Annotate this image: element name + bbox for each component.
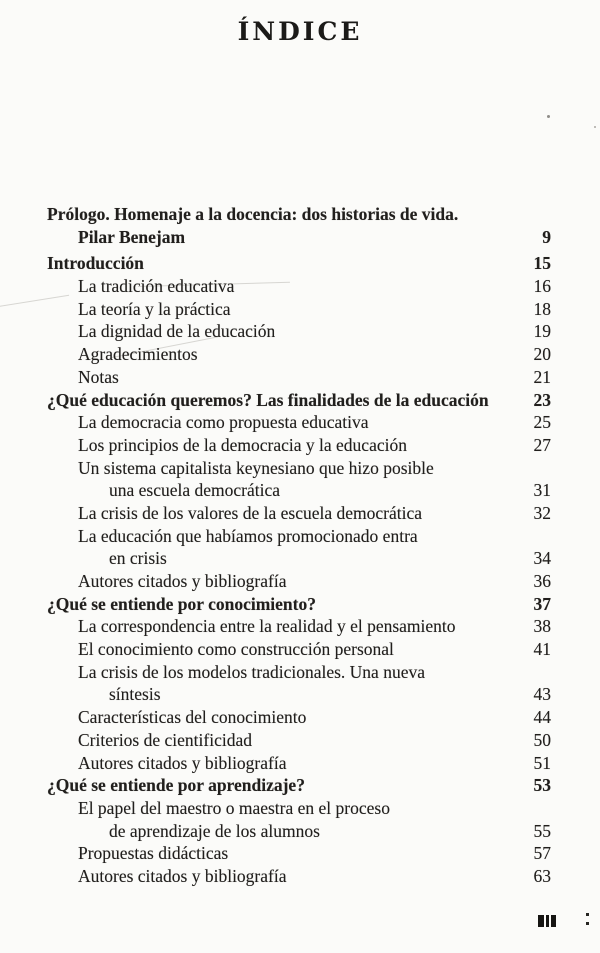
toc-entry — [47, 203, 551, 226]
toc-entry — [47, 752, 551, 775]
toc-entry-title: La dignidad de la educación — [78, 321, 276, 342]
toc-entry-title: de aprendizaje de los alumnos — [109, 820, 320, 841]
toc-entry — [47, 661, 551, 684]
toc-list — [47, 203, 551, 888]
toc-entry — [47, 570, 551, 593]
toc-entry-title: El conocimiento como construcción personal — [78, 639, 394, 660]
scan-speck — [594, 126, 596, 128]
toc-entry-page-number: 34 — [533, 548, 551, 569]
toc-entry-title: Prólogo. Homenaje a la docencia: dos historias de vida. — [47, 204, 459, 224]
toc-entry-page-number: 41 — [533, 639, 551, 660]
toc-entry-page-number: 57 — [533, 843, 551, 864]
toc-entry-page-number: 53 — [533, 775, 551, 796]
toc-entry-page-number: 63 — [533, 865, 551, 886]
toc-entry — [47, 457, 551, 480]
toc-entry — [47, 320, 551, 343]
toc-entry-page-number: 37 — [533, 593, 551, 614]
print-mark-bars-icon — [538, 915, 558, 927]
toc-entry-page-number: 23 — [533, 389, 551, 410]
toc-entry — [47, 389, 551, 412]
toc-entry-title: ¿Qué se entiende por conocimiento? — [47, 593, 316, 614]
toc-entry-page-number: 36 — [533, 571, 551, 591]
toc-entry-page-number: 21 — [533, 366, 551, 387]
toc-entry-title: La tradición educativa — [78, 276, 235, 297]
toc-entry-title: Criterios de cientificidad — [78, 729, 252, 750]
scan-speck — [547, 115, 550, 118]
toc-entry-page-number: 55 — [533, 820, 551, 841]
toc-entry — [47, 502, 551, 525]
toc-entry — [47, 729, 551, 752]
toc-entry — [47, 226, 551, 249]
toc-entry-title: Autores citados y bibliografía — [78, 752, 287, 773]
toc-entry — [47, 593, 551, 616]
toc-entry-page-number: 43 — [533, 684, 551, 705]
toc-entry-title: Los principios de la democracia y la educación — [78, 434, 407, 455]
toc-entry — [47, 298, 551, 321]
toc-entry-title: ¿Qué educación queremos? Las finalidades de la educación — [47, 389, 489, 410]
toc-entry-page-number: 51 — [533, 752, 551, 773]
toc-entry-title: síntesis — [109, 684, 161, 705]
toc-entry-page-number: 31 — [533, 480, 551, 501]
toc-entry-title: Agradecimientos — [78, 344, 198, 365]
toc-entry — [47, 820, 551, 843]
toc-entry — [47, 434, 551, 457]
toc-entry-title: Autores citados y bibliografía — [78, 865, 287, 886]
toc-entry-page-number: 25 — [533, 412, 551, 433]
toc-entry-page-number: 50 — [533, 729, 551, 750]
toc-entry — [47, 479, 551, 502]
toc-entry — [47, 865, 551, 888]
toc-entry-page-number: 15 — [533, 253, 551, 274]
toc-entry-title: El papel del maestro o maestra en el proceso — [78, 797, 390, 818]
toc-entry-page-number: 9 — [542, 226, 551, 247]
toc-entry — [47, 683, 551, 706]
toc-entry-page-number: 32 — [533, 502, 551, 523]
toc-entry — [47, 547, 551, 570]
toc-entry-title: La correspondencia entre la realidad y el pensamiento — [78, 616, 456, 637]
toc-entry-title: La crisis de los valores de la escuela democrática — [78, 502, 423, 523]
toc-entry-page-number: 19 — [533, 321, 551, 342]
toc-entry-page-number: 18 — [533, 298, 551, 319]
toc-entry-title: Notas — [78, 366, 119, 387]
toc-entry-page-number: 16 — [533, 276, 551, 297]
toc-entry-title: Pilar Benejam — [78, 226, 186, 247]
toc-entry-page-number: 44 — [533, 707, 551, 728]
toc-entry-title: Introducción — [47, 253, 144, 274]
toc-entry-page-number: 27 — [533, 434, 551, 455]
print-mark-colon-icon — [586, 913, 589, 931]
toc-entry-title: Características del conocimiento — [78, 707, 307, 728]
toc-entry-title: una escuela democrática — [109, 480, 281, 501]
toc-entry-title: La educación que habíamos promocionado entra — [78, 525, 418, 546]
toc-entry — [47, 252, 551, 275]
toc-entry — [47, 343, 551, 366]
toc-entry — [47, 638, 551, 661]
toc-entry — [47, 275, 551, 298]
toc-entry — [47, 525, 551, 548]
toc-entry-title: Un sistema capitalista keynesiano que hizo posible — [78, 457, 434, 478]
toc-entry-title: La crisis de los modelos tradicionales. Una nueva — [78, 661, 425, 682]
page-title: ÍNDICE — [237, 17, 363, 46]
toc-entry-page-number: 20 — [533, 344, 551, 365]
toc-entry-title: La teoría y la práctica — [78, 298, 231, 319]
toc-entry-title: Autores citados y bibliografía — [78, 571, 287, 591]
toc-entry — [47, 615, 551, 638]
toc-entry — [47, 797, 551, 820]
toc-entry — [47, 706, 551, 729]
toc-entry — [47, 411, 551, 434]
toc-entry — [47, 842, 551, 865]
toc-entry-title: en crisis — [109, 548, 167, 569]
toc-entry-title: Propuestas didácticas — [78, 843, 229, 864]
toc-entry — [47, 366, 551, 389]
toc-entry — [47, 774, 551, 797]
toc-entry-title: ¿Qué se entiende por aprendizaje? — [47, 775, 305, 796]
toc-entry-title: La democracia como propuesta educativa — [78, 412, 369, 433]
toc-entry-page-number: 38 — [533, 616, 551, 637]
